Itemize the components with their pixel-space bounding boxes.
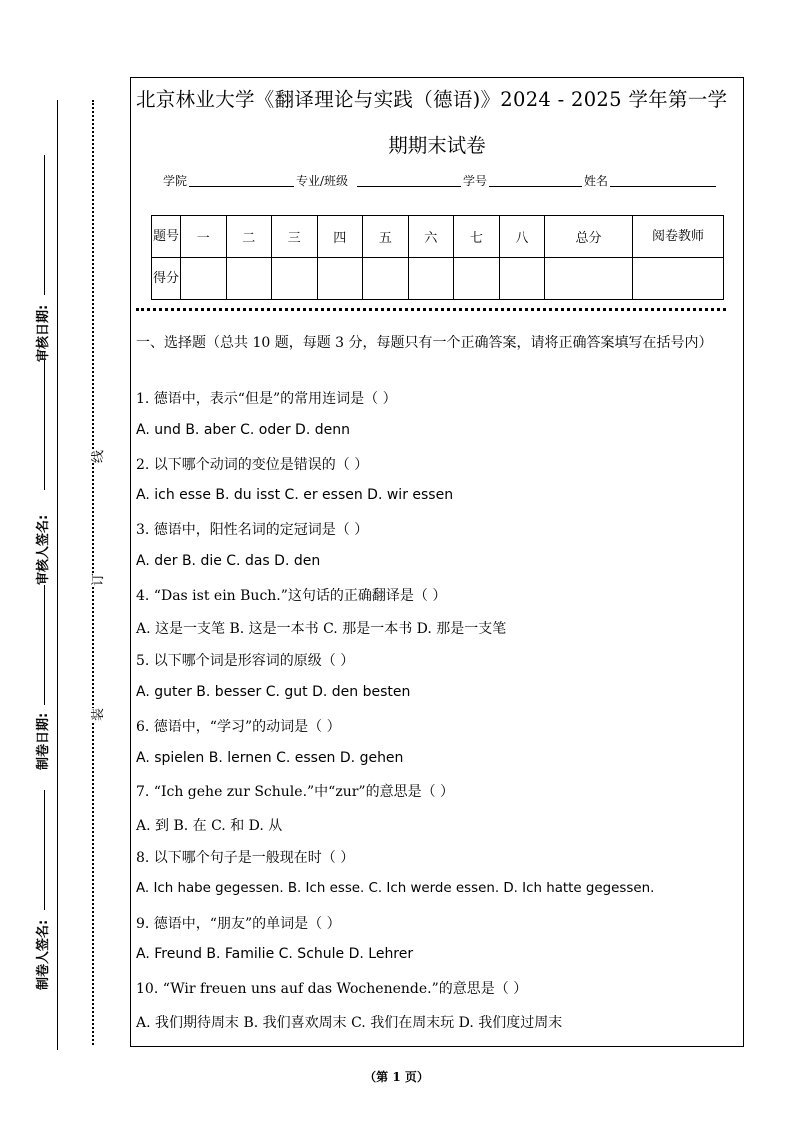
question-8: 8. 以下哪个句子是一般现在时（ ） — [136, 850, 355, 866]
question-8-options: A. Ich habe gegessen. B. Ich esse. C. Ich werde essen. D. Ich hatte gegessen. — [136, 881, 655, 896]
score-cell-total[interactable] — [545, 258, 633, 300]
compiler-signature-label: 制卷人签名: — [36, 919, 51, 990]
col-3: 三 — [272, 216, 318, 258]
question-7-options: A. 到 B. 在 C. 和 D. 从 — [136, 818, 283, 834]
col-4: 四 — [317, 216, 363, 258]
col-total: 总分 — [545, 216, 633, 258]
margin-line — [57, 100, 58, 1050]
col-grader: 阅卷教师 — [633, 216, 724, 258]
score-cell[interactable] — [454, 258, 500, 300]
binding-char-order: 订 — [87, 573, 106, 586]
score-cell[interactable] — [363, 258, 409, 300]
field-student-id-input[interactable] — [489, 186, 582, 187]
question-6-options: A. spielen B. lernen C. essen D. gehen — [136, 750, 404, 766]
question-7: 7. “Ich gehe zur Schule.”中“zur”的意思是（ ） — [136, 784, 455, 800]
exam-title: 北京林业大学《翻译理论与实践（德语)》2024 - 2025 学年第一学 — [136, 88, 728, 111]
reviewer-signature-label: 审核人签名: — [36, 514, 51, 585]
row-label-score: 得分 — [152, 258, 181, 300]
score-cell[interactable] — [317, 258, 363, 300]
question-1-options: A. und B. aber C. oder D. denn — [136, 422, 350, 438]
question-10-options: A. 我们期待周末 B. 我们喜欢周末 C. 我们在周末玩 D. 我们度过周末 — [136, 1015, 563, 1031]
field-student-id-label: 学号 — [463, 174, 488, 188]
col-7: 七 — [454, 216, 500, 258]
score-table-header-row — [152, 216, 724, 258]
compile-date-label: 制卷日期: — [36, 712, 51, 770]
field-name-label: 姓名 — [584, 174, 609, 188]
col-5: 五 — [363, 216, 409, 258]
section-divider — [136, 308, 726, 311]
question-1: 1. 德语中，表示“但是”的常用连词是（ ） — [136, 391, 397, 407]
question-2: 2. 以下哪个动词的变位是错误的（ ） — [136, 457, 369, 473]
score-cell[interactable] — [226, 258, 272, 300]
question-5-options: A. guter B. besser C. gut D. den besten — [136, 684, 411, 700]
binding-char-bind: 装 — [87, 708, 106, 721]
col-8: 八 — [499, 216, 545, 258]
score-cell-grader[interactable] — [633, 258, 724, 300]
compile-date-underline — [44, 585, 45, 705]
field-name-input[interactable] — [610, 186, 716, 187]
score-cell[interactable] — [272, 258, 318, 300]
score-cell[interactable] — [181, 258, 227, 300]
question-10: 10. “Wir freuen uns auf das Wochenende.”的意思是（ ） — [136, 981, 528, 997]
question-4: 4. “Das ist ein Buch.”这句话的正确翻译是（ ） — [136, 588, 447, 604]
review-date-underline — [44, 155, 45, 295]
binding-char-line: 线 — [87, 450, 106, 463]
score-table — [151, 215, 724, 300]
question-4-options: A. 这是一支笔 B. 这是一本书 C. 那是一本书 D. 那是一支笔 — [136, 621, 507, 637]
question-5: 5. 以下哪个词是形容词的原级（ ） — [136, 653, 355, 669]
col-2: 二 — [226, 216, 272, 258]
question-9: 9. 德语中，“朋友”的单词是（ ） — [136, 916, 341, 932]
field-college-input[interactable] — [189, 186, 294, 187]
field-college-label: 学院 — [163, 174, 188, 188]
review-date-label: 审核日期: — [36, 304, 51, 362]
page-number: （第 1 页） — [364, 1070, 429, 1084]
compiler-signature-underline — [44, 790, 45, 910]
question-3-options: A. der B. die C. das D. den — [136, 553, 321, 569]
question-2-options: A. ich esse B. du isst C. er essen D. wir essen — [136, 487, 454, 503]
question-3: 3. 德语中，阳性名词的定冠词是（ ） — [136, 522, 369, 538]
score-cell[interactable] — [408, 258, 454, 300]
section-1-title: 一、选择题（总共 10 题，每题 3 分，每题只有一个正确答案，请将正确答案填写在括号内） — [136, 335, 713, 351]
row-label-question-no: 题号 — [152, 216, 181, 258]
field-major-input[interactable] — [357, 186, 461, 187]
col-1: 一 — [181, 216, 227, 258]
question-6: 6. 德语中，“学习”的动词是（ ） — [136, 719, 341, 735]
exam-title-cont: 期期末试卷 — [388, 134, 486, 157]
question-9-options: A. Freund B. Familie C. Schule D. Lehrer — [136, 946, 414, 962]
score-cell[interactable] — [499, 258, 545, 300]
field-major-label: 专业/班级 — [296, 174, 349, 188]
reviewer-signature-underline — [44, 360, 45, 490]
score-table-score-row — [152, 258, 724, 300]
col-6: 六 — [408, 216, 454, 258]
